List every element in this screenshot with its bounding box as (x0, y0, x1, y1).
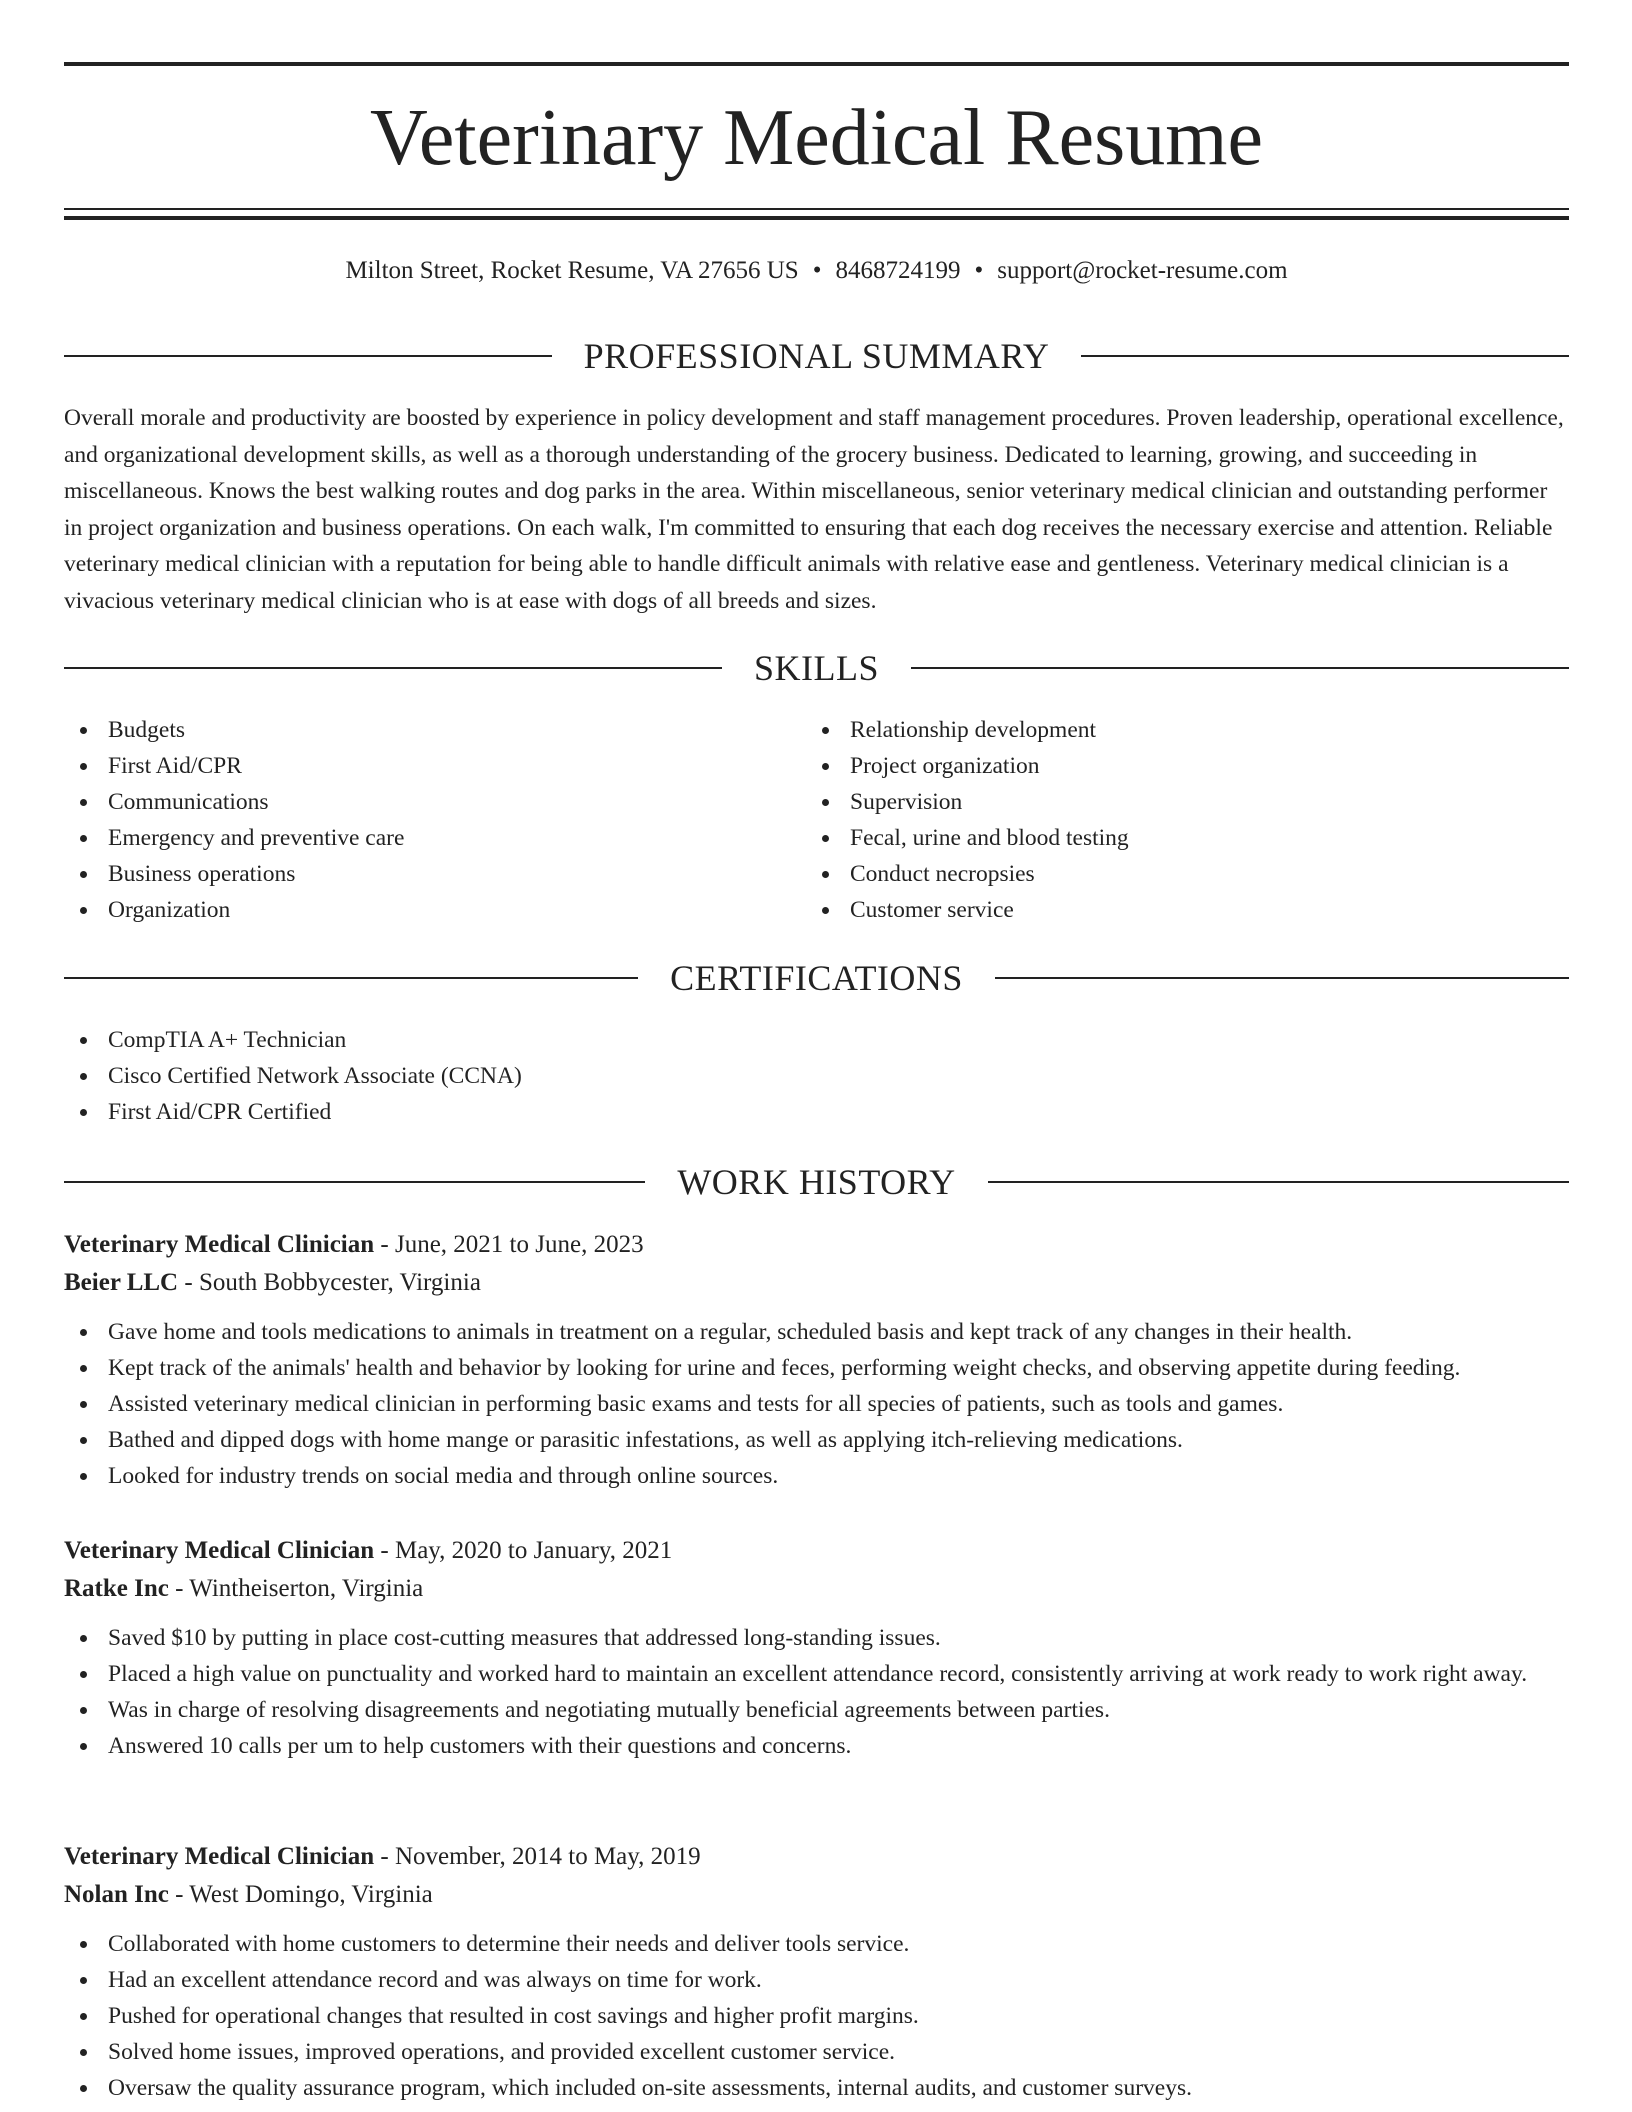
certifications-list (64, 1022, 1569, 1130)
heading-rule (64, 667, 722, 669)
job-company: Ratke Inc (64, 1575, 169, 1602)
job-bullet: Kept track of the animals' health and behavior by looking for urine and feces, performing weight checks, and observing appetite during feeding. (64, 1350, 1569, 1386)
skill-item: Budgets (64, 712, 784, 748)
job-location: - West Domingo, Virginia (175, 1881, 433, 1908)
job-company: Beier LLC (64, 1269, 179, 1296)
job-bullets (64, 1926, 1569, 2106)
skills-list-left (64, 712, 784, 928)
job-dates: - November, 2014 to May, 2019 (380, 1843, 701, 1870)
page-title: Veterinary Medical Resume (369, 94, 1263, 182)
job-entry (64, 1838, 1569, 2106)
heading-rule (995, 977, 1569, 979)
job-title-line (64, 1226, 1569, 1264)
job-dates: - May, 2020 to January, 2021 (380, 1537, 673, 1564)
job-entry (64, 1226, 1569, 1494)
certification-item: CompTIA A+ Technician (64, 1022, 1569, 1058)
job-location: - Wintheiserton, Virginia (175, 1575, 424, 1602)
certification-item: First Aid/CPR Certified (64, 1094, 1569, 1130)
job-bullet: Oversaw the quality assurance program, which included on-site assessments, internal audits, and customer surveys. (64, 2070, 1569, 2106)
job-company: Nolan Inc (64, 1881, 169, 1908)
skill-item: Communications (64, 784, 784, 820)
job-company-line (64, 1876, 1569, 1914)
title-rule-thick (64, 216, 1569, 220)
heading-rule (911, 667, 1569, 669)
job-bullet: Saved $10 by putting in place cost-cutting measures that addressed long-standing issues. (64, 1620, 1569, 1656)
skills-heading-label: SKILLS (754, 648, 880, 688)
summary-heading-label: PROFESSIONAL SUMMARY (583, 336, 1050, 376)
job-title: Veterinary Medical Clinician (64, 1537, 375, 1564)
skill-item: Emergency and preventive care (64, 820, 784, 856)
job-bullet: Solved home issues, improved operations, and provided excellent customer service. (64, 2034, 1569, 2070)
job-bullet: Collaborated with home customers to determine their needs and deliver tools service. (64, 1926, 1569, 1962)
job-bullet: Placed a high value on punctuality and worked hard to maintain an excellent attendance record, consistently arriving at work ready to work right away. (64, 1656, 1569, 1692)
job-bullet: Had an excellent attendance record and was always on time for work. (64, 1962, 1569, 1998)
skill-item: Fecal, urine and blood testing (806, 820, 1526, 856)
job-bullet: Was in charge of resolving disagreements and negotiating mutually beneficial agreements between parties. (64, 1692, 1569, 1728)
job-location: - South Bobbycester, Virginia (184, 1269, 481, 1296)
skills-list-right (806, 712, 1526, 928)
heading-rule (1081, 355, 1569, 357)
summary-heading (64, 334, 1569, 378)
job-bullet: Gave home and tools medications to animals in treatment on a regular, scheduled basis and kept track of any changes in their health. (64, 1314, 1569, 1350)
top-rule (64, 62, 1569, 66)
work-history-heading-label: WORK HISTORY (677, 1162, 956, 1202)
skill-item: Organization (64, 892, 784, 928)
heading-rule (988, 1181, 1569, 1183)
skill-item: Conduct necropsies (806, 856, 1526, 892)
heading-rule (64, 355, 552, 357)
contact-email: support@rocket-resume.com (997, 257, 1288, 284)
skill-item: First Aid/CPR (64, 748, 784, 784)
summary-text: Overall morale and productivity are boosted by experience in policy development and staff management procedures. Proven leadership, operational excellence, and organizational development skills, as well as a thorough understanding of the grocery business. Dedicated to learning, growing, and succeeding in miscellaneous. Knows the best walking routes and dog parks in the area. Within miscellaneous, senior veterinary medical clinician and outstanding performer in project organization and business operations. On each walk, I'm committed to ensuring that each dog receives the necessary exercise and attention. Reliable veterinary medical clinician with a reputation for being able to handle difficult animals with relative ease and gentleness. Veterinary medical clinician is a vivacious veterinary medical clinician who is at ease with dogs of all breeds and sizes. (64, 405, 1564, 614)
certifications-heading (64, 956, 1569, 1000)
contact-separator: • (974, 257, 984, 284)
job-company-line (64, 1570, 1569, 1608)
job-bullet: Looked for industry trends on social media and through online sources. (64, 1458, 1569, 1494)
skill-item: Supervision (806, 784, 1526, 820)
contact-address: Milton Street, Rocket Resume, VA 27656 US (345, 257, 799, 284)
job-bullet: Assisted veterinary medical clinician in performing basic exams and tests for all species of patients, such as tools and games. (64, 1386, 1569, 1422)
job-title: Veterinary Medical Clinician (64, 1843, 375, 1870)
skills-heading (64, 646, 1569, 690)
job-bullet: Bathed and dipped dogs with home mange or parasitic infestations, as well as applying itch-relieving medications. (64, 1422, 1569, 1458)
job-bullet: Answered 10 calls per um to help customers with their questions and concerns. (64, 1728, 1569, 1764)
contact-phone: 8468724199 (835, 257, 961, 284)
job-title: Veterinary Medical Clinician (64, 1231, 375, 1258)
heading-rule (64, 1181, 645, 1183)
job-company-line (64, 1264, 1569, 1302)
job-bullets (64, 1620, 1569, 1764)
job-title-line (64, 1532, 1569, 1570)
job-bullet: Pushed for operational changes that resulted in cost savings and higher profit margins. (64, 1998, 1569, 2034)
certification-item: Cisco Certified Network Associate (CCNA) (64, 1058, 1569, 1094)
skill-item: Project organization (806, 748, 1526, 784)
job-title-line (64, 1838, 1569, 1876)
title-rule-thin (64, 208, 1569, 210)
contact-line (64, 254, 1569, 288)
heading-rule (64, 977, 638, 979)
skill-item: Relationship development (806, 712, 1526, 748)
certifications-heading-label: CERTIFICATIONS (670, 958, 963, 998)
job-entry (64, 1532, 1569, 1764)
job-bullets (64, 1314, 1569, 1494)
skill-item: Business operations (64, 856, 784, 892)
job-dates: - June, 2021 to June, 2023 (380, 1231, 644, 1258)
work-history-heading (64, 1160, 1569, 1204)
skill-item: Customer service (806, 892, 1526, 928)
contact-separator: • (812, 257, 822, 284)
